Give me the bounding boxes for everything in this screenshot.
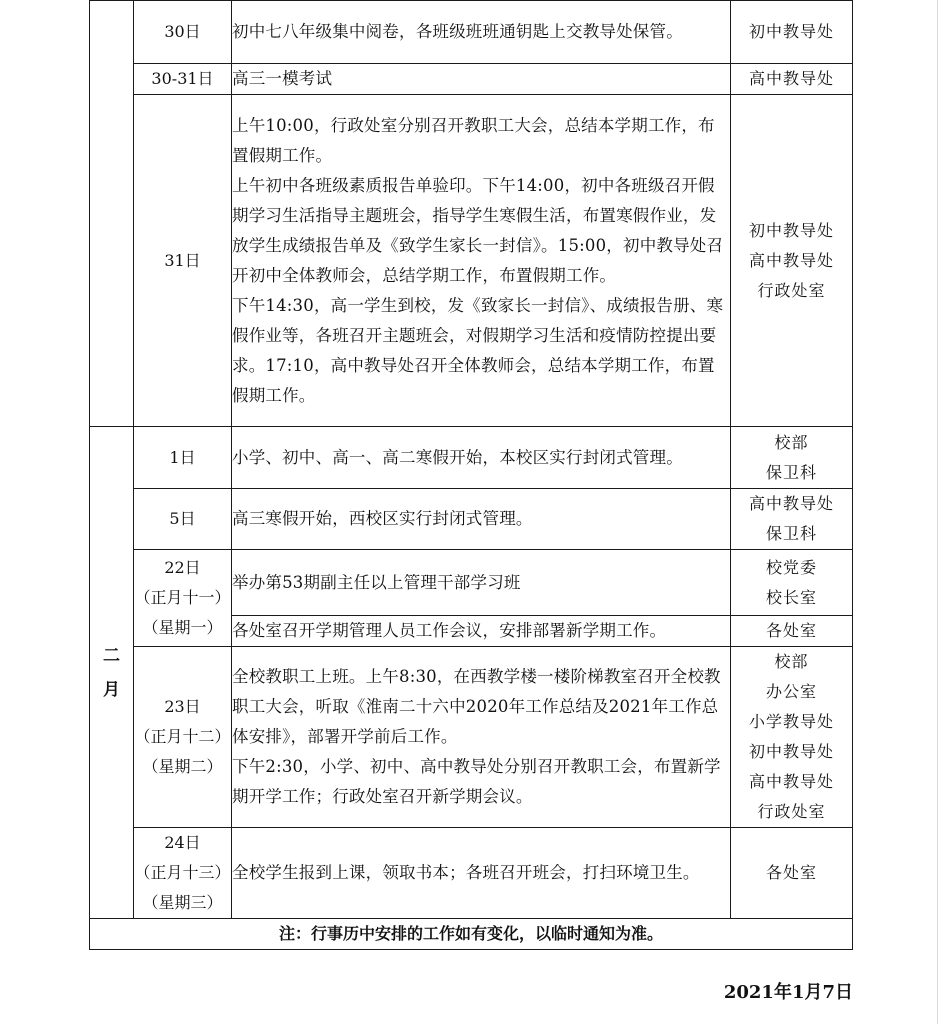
table-row	[90, 427, 853, 489]
date-cell: 24日 （正月十三） （星期三）	[134, 828, 232, 919]
note-text: 注：行事历中安排的工作如有变化，以临时通知为准。	[90, 919, 853, 950]
table-row	[90, 647, 853, 828]
document-date: 2021年1月7日	[723, 982, 853, 1003]
content-cell: 小学、初中、高一、高二寒假开始，本校区实行封闭式管理。	[232, 427, 731, 489]
content-cell: 高三寒假开始，西校区实行封闭式管理。	[232, 489, 731, 550]
month-cell-february: 二 月	[90, 427, 134, 919]
dept-cell: 各处室	[731, 616, 853, 647]
dept-cell: 各处室	[731, 828, 853, 919]
date-cell: 30-31日	[134, 64, 232, 95]
content-cell: 上午10:00，行政处室分别召开教职工大会，总结本学期工作，布置假期工作。 上午初中各班级素质报告单验印。下午14:00，初中各班级召开假期学习生活指导主题班会，指导学生寒假生活，布置寒假作业，发放学生成绩报告单及《致学生家长一封信》。15:00，初中教导处召开初中全体教师会，总结学期工作，布置假期工作。 下午14:30，高一学生到校，发《致家长一封信》、成绩报告册、寒假作业等，各班召开主题班会，对假期学习生活和疫情防控提出要求。17:10，高中教导处召开全体教师会，总结本学期工作，布置假期工作。	[232, 95, 731, 427]
month-cell-january	[90, 1, 134, 427]
dept-cell: 高中教导处	[731, 64, 853, 95]
content-cell: 各处室召开学期管理人员工作会议，安排部署新学期工作。	[232, 616, 731, 647]
schedule-table	[89, 0, 853, 950]
dept-cell: 校部 办公室 小学教导处 初中教导处 高中教导处 行政处室	[731, 647, 853, 828]
dept-cell: 初中教导处	[731, 1, 853, 64]
content-cell: 全校学生报到上课，领取书本；各班召开班会，打扫环境卫生。	[232, 828, 731, 919]
dept-cell: 初中教导处 高中教导处 行政处室	[731, 95, 853, 427]
note-row	[90, 919, 853, 950]
dept-cell: 校党委 校长室	[731, 550, 853, 616]
date-cell: 30日	[134, 1, 232, 64]
table-row	[90, 489, 853, 550]
date-cell: 1日	[134, 427, 232, 489]
table-row	[90, 1, 853, 64]
date-cell: 5日	[134, 489, 232, 550]
date-cell: 31日	[134, 95, 232, 427]
dept-cell: 校部 保卫科	[731, 427, 853, 489]
date-cell: 22日 （正月十一） （星期一）	[134, 550, 232, 647]
date-cell: 23日 （正月十二） （星期二）	[134, 647, 232, 828]
content-cell: 高三一模考试	[232, 64, 731, 95]
table-row	[90, 828, 853, 919]
table-row	[90, 550, 853, 616]
content-cell: 举办第53期副主任以上管理干部学习班	[232, 550, 731, 616]
dept-cell: 高中教导处 保卫科	[731, 489, 853, 550]
table-row	[90, 64, 853, 95]
content-cell: 初中七八年级集中阅卷，各班级班班通钥匙上交教导处保管。	[232, 1, 731, 64]
content-cell: 全校教职工上班。上午8:30，在西教学楼一楼阶梯教室召开全校教职工大会，听取《淮南二十六中2020年工作总结及2021年工作总体安排》，部署开学前后工作。 下午2:30，小学、初中、高中教导处分别召开教职工会，布置新学期开学工作；行政处室召开新学期会议。	[232, 647, 731, 828]
table-row	[90, 95, 853, 427]
